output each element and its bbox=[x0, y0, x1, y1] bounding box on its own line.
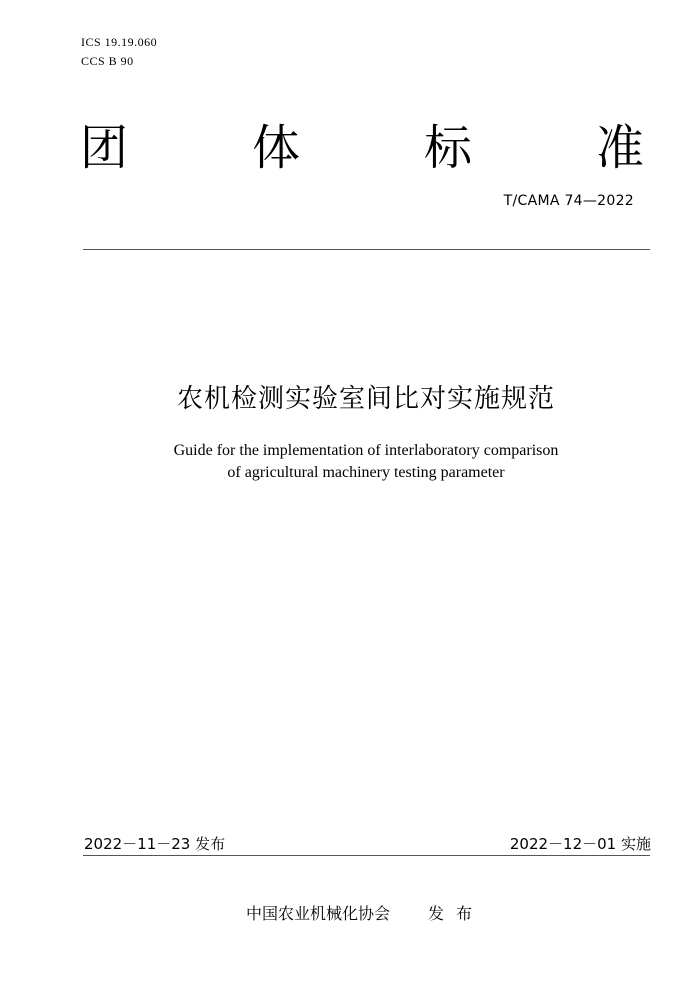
ics-code: ICS 19.19.060 bbox=[81, 35, 158, 49]
doc-type-char-2: 体 bbox=[252, 120, 301, 176]
doc-type-char-4: 准 bbox=[596, 120, 645, 176]
bottom-divider bbox=[83, 855, 650, 856]
standard-number: T/CAMA 74—2022 bbox=[503, 193, 634, 209]
publisher-name: 中国农业机械化协会 bbox=[246, 904, 391, 923]
effective-date: 2022－12－01 实施 bbox=[509, 835, 651, 853]
doc-type-char-3: 标 bbox=[424, 120, 473, 176]
publish-date: 2022－11－23 发布 bbox=[84, 835, 226, 853]
ccs-code: CCS B 90 bbox=[81, 54, 134, 68]
title-english-line-2: of agricultural machinery testing parameter bbox=[227, 464, 505, 481]
doc-type-char-1: 团 bbox=[80, 120, 129, 176]
issue-label: 发布 bbox=[428, 904, 485, 923]
title-english-line-1: Guide for the implementation of interlaboratory comparison bbox=[173, 442, 559, 459]
title-chinese: 农机检测实验室间比对实施规范 bbox=[176, 384, 555, 414]
title-english bbox=[0, 440, 700, 484]
top-divider bbox=[83, 249, 650, 250]
